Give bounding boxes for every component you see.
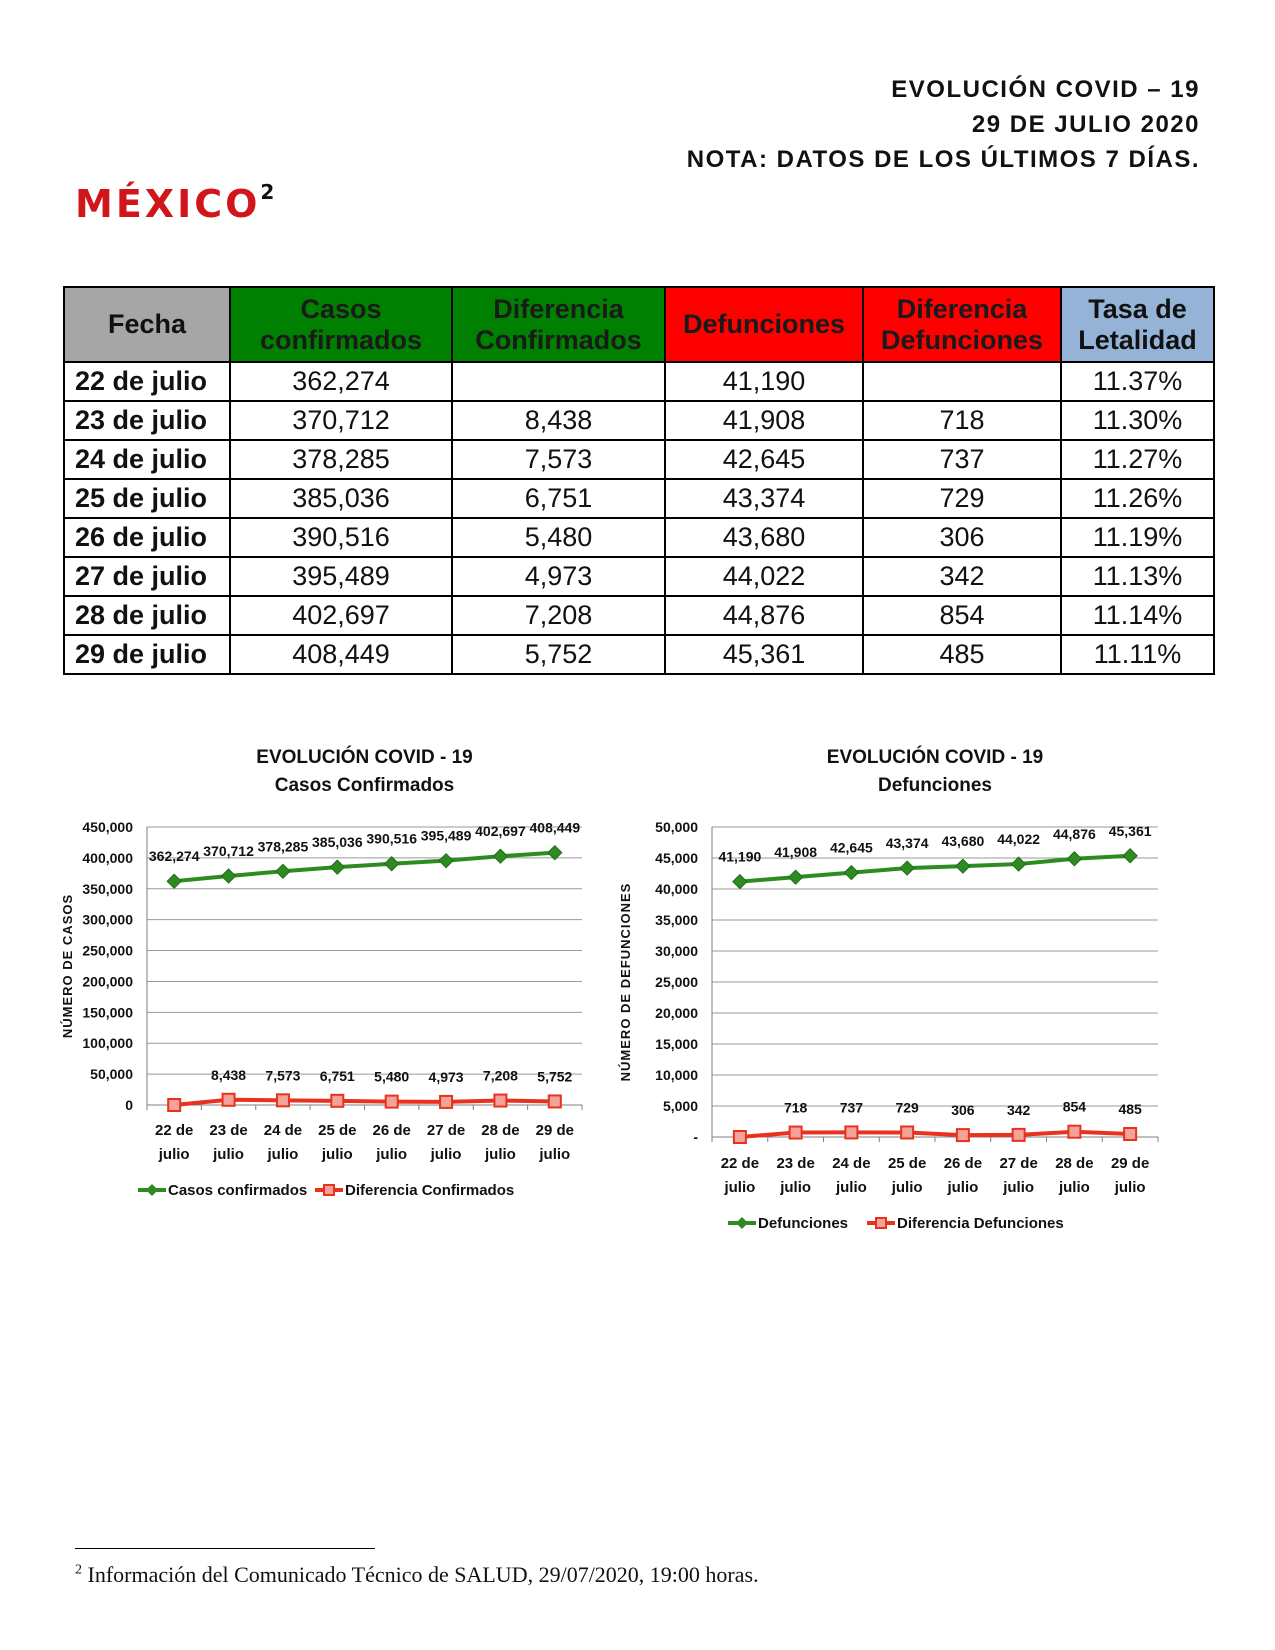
data-label: 5,752 (537, 1068, 573, 1085)
cell-dif-def: 485 (863, 635, 1061, 674)
table-row (64, 596, 1214, 635)
x-tick-label: 25 de (318, 1122, 357, 1139)
x-tick-label: 29 de (535, 1122, 574, 1139)
cell-tasa: 11.19% (1061, 518, 1214, 557)
cell-tasa: 11.37% (1061, 362, 1214, 401)
country-title (75, 182, 274, 226)
cell-dif-def: 854 (863, 596, 1061, 635)
x-tick-label: 29 de (1110, 1155, 1150, 1172)
data-point (734, 1131, 746, 1143)
data-label: 5,480 (374, 1068, 410, 1085)
data-point (733, 875, 747, 889)
y-axis-title: NÚMERO DE CASOS (60, 893, 75, 1039)
header-casos-line1: Casos (300, 293, 382, 324)
cell-defunciones: 43,680 (665, 518, 863, 557)
x-tick-label: julio (485, 1146, 516, 1163)
data-point (845, 1126, 857, 1138)
y-tick-label: 25,000 (655, 974, 698, 990)
chart-subtitle: Defunciones (877, 775, 993, 796)
footnote (75, 1562, 759, 1588)
data-label: 729 (895, 1099, 919, 1116)
chart-title: EVOLUCIÓN COVID - 19 (826, 747, 1044, 768)
x-tick-label: julio (539, 1146, 571, 1163)
cell-dif-conf (452, 362, 665, 401)
chart-title: EVOLUCIÓN COVID - 19 (256, 747, 473, 768)
data-point (167, 874, 181, 888)
header-tasa-line2: Letalidad (1078, 324, 1197, 355)
x-tick-label: julio (891, 1179, 923, 1196)
report-header (687, 72, 1200, 177)
data-point (789, 870, 803, 884)
cell-tasa: 11.13% (1061, 557, 1214, 596)
data-point (549, 1095, 561, 1107)
chart-defunciones (618, 745, 1235, 1290)
cell-casos: 390,516 (230, 518, 452, 557)
data-point (168, 1099, 180, 1111)
cell-casos: 362,274 (230, 362, 452, 401)
y-tick-label: 50,000 (655, 819, 698, 835)
cell-casos: 408,449 (230, 635, 452, 674)
data-label: 44,876 (1052, 825, 1096, 842)
data-point (1068, 1126, 1080, 1138)
data-label: 7,573 (265, 1067, 301, 1084)
chart-casos-confirmados (50, 745, 630, 1255)
data-point (956, 859, 970, 873)
y-tick-label: 150,000 (82, 1004, 133, 1021)
data-point (440, 1096, 452, 1108)
data-label: 6,751 (319, 1067, 355, 1084)
x-tick-label: 28 de (481, 1122, 520, 1139)
country-name: MÉXICO (75, 182, 261, 226)
chart-svg (618, 745, 1235, 1290)
header-dif-def-line1: Diferencia (896, 293, 1028, 324)
cell-dif-conf: 7,573 (452, 440, 665, 479)
report-title: EVOLUCIÓN COVID – 19 (891, 76, 1200, 103)
y-tick-label: 350,000 (82, 880, 133, 897)
data-label: 395,489 (420, 827, 472, 844)
data-point (901, 1126, 913, 1138)
data-point (223, 1094, 235, 1106)
legend-marker (736, 1217, 748, 1229)
legend-marker (876, 1218, 886, 1228)
chart-subtitle: Casos Confirmados (274, 775, 455, 796)
data-label: 41,908 (774, 844, 818, 861)
x-tick-label: julio (430, 1146, 462, 1163)
header-tasa-line1: Tasa de (1088, 293, 1187, 324)
data-label: 737 (839, 1099, 864, 1116)
cell-fecha: 26 de julio (64, 518, 230, 557)
cell-casos: 395,489 (230, 557, 452, 596)
data-label: 378,285 (257, 838, 309, 855)
x-tick-label: julio (1058, 1179, 1090, 1196)
cell-tasa: 11.26% (1061, 479, 1214, 518)
x-tick-label: julio (376, 1146, 408, 1163)
x-tick-label: 24 de (263, 1122, 303, 1139)
x-tick-label: 28 de (1055, 1155, 1094, 1172)
x-tick-label: julio (321, 1146, 353, 1163)
data-label: 8,438 (211, 1066, 247, 1083)
chart-svg (50, 745, 630, 1255)
cell-dif-conf: 6,751 (452, 479, 665, 518)
y-tick-label: 15,000 (655, 1036, 698, 1052)
x-tick-label: julio (158, 1146, 190, 1163)
x-tick-label: julio (724, 1179, 756, 1196)
x-tick-label: 24 de (832, 1155, 871, 1172)
data-label: 390,516 (366, 830, 417, 847)
cell-fecha: 23 de julio (64, 401, 230, 440)
data-label: 306 (951, 1102, 975, 1119)
y-tick-label: 20,000 (655, 1005, 698, 1021)
cell-dif-def (863, 362, 1061, 401)
header-diferencia-confirmados (452, 287, 665, 362)
data-point (900, 861, 914, 875)
cell-casos: 402,697 (230, 596, 452, 635)
data-label: 408,449 (529, 819, 581, 836)
cell-casos: 385,036 (230, 479, 452, 518)
data-label: 41,190 (718, 848, 762, 865)
header-casos-confirmados (230, 287, 452, 362)
cell-tasa: 11.30% (1061, 401, 1214, 440)
legend-label: Casos confirmados (168, 1182, 308, 1199)
y-tick-label: 0 (125, 1097, 133, 1113)
cell-dif-def: 737 (863, 440, 1061, 479)
cell-fecha: 22 de julio (64, 362, 230, 401)
cell-dif-conf: 7,208 (452, 596, 665, 635)
y-tick-label: 30,000 (655, 943, 698, 959)
footnote-number: 2 (75, 1562, 82, 1578)
data-label: 42,645 (829, 839, 873, 856)
footnote-text: Información del Comunicado Técnico de SALUD, 29/07/2020, 19:00 horas. (87, 1562, 759, 1587)
data-point (277, 1094, 289, 1106)
data-point (276, 864, 290, 878)
cell-fecha: 24 de julio (64, 440, 230, 479)
cell-defunciones: 41,908 (665, 401, 863, 440)
cell-dif-def: 306 (863, 518, 1061, 557)
data-point (1013, 1129, 1025, 1141)
cell-dif-def: 718 (863, 401, 1061, 440)
data-label: 370,712 (203, 842, 254, 859)
data-point (331, 1095, 343, 1107)
y-tick-label: 5,000 (662, 1098, 698, 1114)
cell-fecha: 29 de julio (64, 635, 230, 674)
x-tick-label: julio (1003, 1179, 1035, 1196)
header-defunciones: Defunciones (665, 287, 863, 362)
header-fecha: Fecha (64, 287, 230, 362)
cell-casos: 370,712 (230, 401, 452, 440)
cell-defunciones: 41,190 (665, 362, 863, 401)
footnote-divider (75, 1548, 375, 1549)
y-tick-label: 50,000 (90, 1066, 133, 1083)
x-tick-label: 23 de (209, 1122, 248, 1139)
data-point (386, 1096, 398, 1108)
covid-data-table (63, 286, 1215, 675)
data-point (790, 1127, 802, 1139)
header-dif-conf-line1: Diferencia (493, 293, 624, 324)
data-point (844, 866, 858, 880)
cell-defunciones: 42,645 (665, 440, 863, 479)
data-label: 385,036 (312, 834, 363, 851)
x-tick-label: julio (267, 1146, 299, 1163)
footnote-mark: 2 (260, 180, 275, 205)
data-label: 854 (1062, 1098, 1087, 1115)
x-tick-label: 23 de (776, 1155, 815, 1172)
y-tick-label: 200,000 (82, 973, 133, 990)
cell-dif-conf: 8,438 (452, 401, 665, 440)
data-label: 4,973 (428, 1068, 464, 1085)
table-row (64, 362, 1214, 401)
cell-dif-conf: 5,752 (452, 635, 665, 674)
table-row (64, 518, 1214, 557)
data-point (1012, 857, 1026, 871)
table-row (64, 635, 1214, 674)
x-tick-label: 26 de (943, 1155, 983, 1172)
data-point (439, 854, 453, 868)
y-tick-label: - (693, 1129, 698, 1145)
header-tasa-letalidad (1061, 287, 1214, 362)
table-row (64, 401, 1214, 440)
header-dif-def-line2: Defunciones (880, 324, 1044, 355)
x-tick-label: 27 de (999, 1155, 1038, 1172)
cell-dif-conf: 4,973 (452, 557, 665, 596)
y-axis-title: NÚMERO DE DEFUNCIONES (618, 882, 633, 1082)
y-tick-label: 300,000 (82, 911, 133, 928)
cell-casos: 378,285 (230, 440, 452, 479)
legend-marker (324, 1185, 334, 1195)
x-tick-label: 27 de (426, 1122, 466, 1139)
table-row (64, 557, 1214, 596)
data-point (493, 849, 507, 863)
x-tick-label: julio (835, 1179, 867, 1196)
cell-fecha: 27 de julio (64, 557, 230, 596)
cell-defunciones: 45,361 (665, 635, 863, 674)
cell-tasa: 11.14% (1061, 596, 1214, 635)
data-point (1067, 852, 1081, 866)
data-point (1124, 1128, 1136, 1140)
report-date: 29 DE JULIO 2020 (971, 111, 1200, 138)
y-tick-label: 35,000 (655, 912, 698, 928)
header-casos-line2: confirmados (259, 324, 423, 355)
x-tick-label: 22 de (155, 1122, 194, 1139)
y-tick-label: 40,000 (655, 881, 698, 897)
cell-tasa: 11.27% (1061, 440, 1214, 479)
x-tick-label: julio (947, 1179, 979, 1196)
data-point (222, 869, 236, 883)
legend-label: Diferencia Defunciones (897, 1215, 1064, 1232)
data-label: 45,361 (1108, 822, 1152, 839)
y-tick-label: 10,000 (655, 1067, 698, 1083)
x-tick-label: 25 de (887, 1155, 927, 1172)
y-tick-label: 250,000 (82, 942, 133, 959)
y-tick-label: 450,000 (82, 819, 133, 835)
data-point (494, 1095, 506, 1107)
data-label: 342 (1006, 1101, 1031, 1118)
data-point (1123, 849, 1137, 863)
table-header-row (64, 287, 1214, 362)
cell-defunciones: 44,876 (665, 596, 863, 635)
x-tick-label: julio (1114, 1179, 1146, 1196)
header-diferencia-defunciones (863, 287, 1061, 362)
cell-dif-conf: 5,480 (452, 518, 665, 557)
cell-tasa: 11.11% (1061, 635, 1214, 674)
table-row (64, 479, 1214, 518)
y-tick-label: 400,000 (82, 849, 133, 866)
data-label: 43,374 (885, 835, 929, 852)
y-tick-label: 100,000 (82, 1035, 133, 1052)
cell-defunciones: 43,374 (665, 479, 863, 518)
header-dif-conf-line2: Confirmados (475, 324, 642, 355)
cell-defunciones: 44,022 (665, 557, 863, 596)
data-label: 485 (1118, 1100, 1142, 1117)
legend-marker (146, 1184, 158, 1196)
cell-fecha: 28 de julio (64, 596, 230, 635)
data-label: 402,697 (475, 823, 526, 840)
legend-label: Defunciones (758, 1215, 849, 1232)
y-tick-label: 45,000 (655, 850, 698, 866)
cell-dif-def: 342 (863, 557, 1061, 596)
x-tick-label: julio (213, 1146, 244, 1163)
table-row (64, 440, 1214, 479)
report-note: NOTA: DATOS DE LOS ÚLTIMOS 7 DÍAS. (686, 146, 1200, 173)
cell-dif-def: 729 (863, 479, 1061, 518)
data-point (957, 1129, 969, 1141)
x-tick-label: 26 de (372, 1122, 411, 1139)
data-label: 44,022 (997, 831, 1041, 848)
data-point (385, 857, 399, 871)
x-tick-label: julio (780, 1179, 812, 1196)
data-point (330, 860, 344, 874)
legend-label: Diferencia Confirmados (345, 1182, 515, 1199)
data-label: 718 (783, 1099, 808, 1116)
data-label: 43,680 (941, 833, 985, 850)
cell-fecha: 25 de julio (64, 479, 230, 518)
data-label: 7,208 (482, 1067, 518, 1084)
data-label: 362,274 (148, 848, 200, 865)
x-tick-label: 22 de (720, 1155, 760, 1172)
